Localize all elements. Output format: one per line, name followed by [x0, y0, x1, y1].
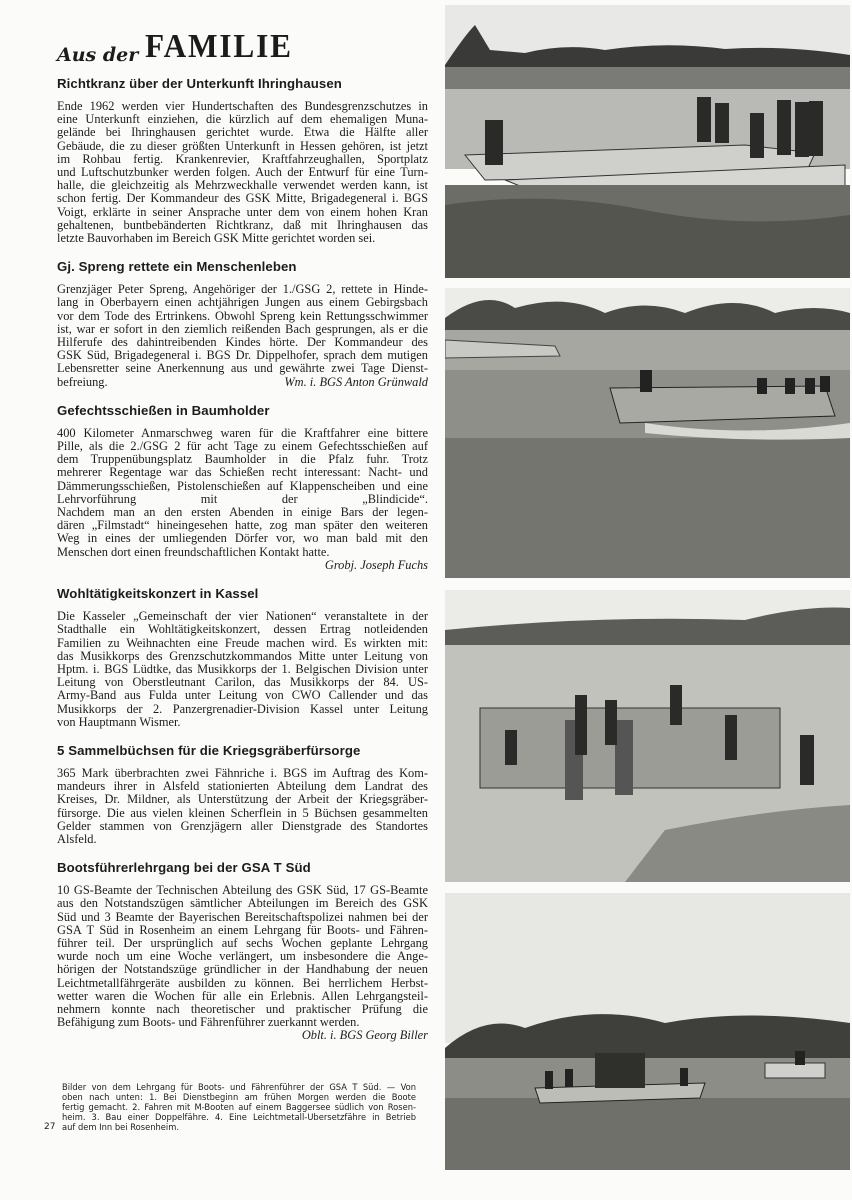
photo-motor-boats — [445, 288, 850, 578]
text-line: Voigt, erklärte in seiner Ansprache unter dem von einem hohen Kran — [57, 205, 428, 219]
text-line: 400 Kilometer Anmarschweg waren für die Kraftfahrer eine bittere — [57, 426, 428, 440]
article-body — [57, 610, 428, 729]
text-line: Weg in eines der umliegenden Dörfer vor, wo man bald mit den — [57, 532, 428, 546]
article-heading: Richtkranz über der Unterkunft Ihringhausen — [57, 76, 342, 91]
article-author: Grobj. Joseph Fuchs — [324, 557, 428, 572]
caption-line: Bilder von dem Lehrgang für Boots- und Fährenführer der GSA T Süd. — Von — [62, 1083, 417, 1093]
text-line: ist, war er sofort in den ziemlich reißenden Bach gesprungen, als er die — [57, 322, 428, 336]
text-line: schon fertig. Der Kommandeur des GSK Mitte, Brigadegeneral i. BGS — [57, 192, 428, 206]
text-line: Menschen dort einen freundschaftlichen Kontakt hatte. — [57, 545, 330, 559]
text-line: lang in Oberbayern einen achtjährigen Jungen aus einem Gebirgsbach — [57, 296, 428, 310]
text-line: gelände bei Ihringhausen gerichtet wurde. Etwa die Hälfte aller — [57, 126, 428, 140]
article — [57, 76, 428, 245]
text-column — [57, 30, 428, 1057]
text-line: Befähigung zum Boots- und Fährenführer zuerkannt werden. — [57, 1016, 360, 1030]
text-line: Grenzjäger Peter Spreng, Angehöriger der 1./GSG 2, rettete in Hinde- — [57, 283, 428, 297]
masthead-prefix: Aus der — [57, 44, 139, 66]
text-line: Die Kasseler „Gemeinschaft der vier Nationen“ veranstaltete in der — [57, 610, 428, 624]
last-line-with-author — [57, 376, 428, 389]
text-line: vor dem Tode des Ertrinkens. Obwohl Spreng kein Rettungsschwimmer — [57, 309, 428, 323]
photo-boats-at-shore — [445, 5, 850, 278]
article-body — [57, 283, 428, 389]
text-line: dem Truppenübungsplatz Baumholder in die Pfalz fuhr. Trotz — [57, 453, 428, 467]
text-line: Musikkorps der 2. Panzergrenadier-Division Kassel unter Leitung — [57, 702, 428, 716]
text-line: Gebäude, die zu dieser größten Unterkunft in Hessen gehören, ist jetzt — [57, 139, 428, 153]
text-line: nehmern konnte nach theoretischer und praktischer Prüfung die — [57, 1002, 428, 1016]
text-line: aus den Notstandszügen sämtlicher Abteilungen im Bereich des GSK — [57, 897, 428, 911]
text-line: Familien zu Weihnachten eine Freude machen wird. Es wirkten mit: — [57, 636, 428, 650]
page-number: 27 — [44, 1122, 56, 1132]
text-line: Nachdem man an den ersten Abenden in einige Bars der legen- — [57, 506, 428, 520]
text-line: Gelder stammen von Grenzjägern aller Dienstgrade des Standortes — [57, 819, 428, 833]
article-heading: Bootsführerlehrgang bei der GSA T Süd — [57, 860, 311, 876]
text-line: 365 Mark überbrachten zwei Fähnriche i. BGS im Auftrag des Kom- — [57, 766, 428, 780]
photo-ferry-inn — [445, 893, 850, 1170]
text-line: dären „Filmstadt“ hineingesehen hatte, zog man später den weiteren — [57, 519, 428, 533]
masthead-title: FAMILIE — [145, 28, 293, 65]
text-line: Ende 1962 werden vier Hundertschaften des Bundesgrenzschutzes in — [57, 100, 428, 113]
text-line: von Hauptmann Wismer. — [57, 715, 181, 729]
text-line: Pille, als die 2./GSG 2 für acht Tage zu einem Gefechtsschießen auf — [57, 440, 428, 454]
article-heading: Gefechtsschießen in Baumholder — [57, 402, 270, 418]
article-body — [57, 884, 428, 1042]
text-line: Kreises, Dr. Mildner, als Unterstützung der Arbeit der Kriegsgräber- — [57, 793, 428, 807]
text-line: Hilferufe des dahintreibenden Kindes hörte. Der Kommandeur des — [57, 336, 428, 350]
article-author: Oblt. i. BGS Georg Biller — [301, 1028, 428, 1043]
text-line: wetter waren die Wochen für alle ein Erlebnis. Allen Lehrgangsteil- — [57, 989, 428, 1003]
text-line: befreiung. — [57, 374, 108, 389]
text-line: das Musikkorps des Grenzschutzkommandos Mitte unter Leitung von — [57, 649, 428, 663]
article-body — [57, 427, 428, 572]
photo-caption — [62, 1083, 427, 1133]
article-body — [57, 100, 428, 245]
caption-line: heim. 3. Bau einer Doppelfähre. 4. Eine Leichtmetall-Übersetzfähre in Betrieb — [62, 1113, 417, 1123]
article-heading: Wohltätigkeitskonzert in Kassel — [57, 586, 259, 602]
text-line: wurde noch um eine Woche verlängert, um insbesondere die Ange- — [57, 950, 428, 964]
text-line: mandeurs ihrer in Alsfeld stationierten Abteilung dem Landrat des — [57, 780, 428, 794]
masthead — [57, 30, 428, 66]
text-line: Alsfeld. — [57, 832, 97, 846]
text-line: mehrerer Regentage war das Schießen recht interessant: Nacht- und — [57, 466, 428, 480]
text-line: Süd und 3 Beamte der Bayerischen Bereitschaftspolizei nahmen bei der — [57, 910, 428, 924]
text-line: Lebensretter seine Anerkennung aus und gewährte zwei Tage Dienst- — [57, 362, 428, 376]
text-line: 10 GS-Beamte der Technischen Abteilung des GSK Süd, 17 GS-Beamte — [57, 884, 428, 898]
text-line: gehaltenen, buntbebänderten Richtkranz, daß mit Ihringhausen das — [57, 218, 428, 232]
article — [57, 259, 428, 389]
photo-double-ferry — [445, 590, 850, 882]
text-line: fürsorge. Die aus vielen kleinen Scherflein in 5 Büchsen gesammelten — [57, 806, 428, 820]
caption-line: fertig gemacht. 2. Fahren mit M-Booten auf einem Baggersee südlich von Rosen- — [62, 1103, 417, 1113]
articles — [57, 76, 428, 1043]
article-body — [57, 767, 428, 846]
article — [57, 403, 428, 572]
article-heading: Gj. Spreng rettete ein Menschenleben — [57, 259, 297, 275]
text-line: Stadthalle ein Wohltätigkeitskonzert, dessen Ertrag notleidenden — [57, 623, 428, 637]
caption-line: auf dem Inn bei Rosenheim. — [62, 1123, 180, 1133]
article-heading: 5 Sammelbüchsen für die Kriegsgräberfürsorge — [57, 742, 361, 758]
article — [57, 743, 428, 846]
article-author: Wm. i. BGS Anton Grünwald — [284, 374, 428, 389]
text-line: Hptm. i. BGS Lüdtke, das Musikkorps der 1. Belgischen Division unter — [57, 662, 428, 676]
text-line: GSK Süd, Brigadegeneral i. BGS Dr. Dippelhofer, sprach dem mutigen — [57, 349, 428, 363]
text-line: führer teil. Der ursprünglich auf sechs Wochen geplante Lehrgang — [57, 936, 428, 950]
text-line: GSA T Süd in Rosenheim an einem Lehrgang für Boots- und Fähren- — [57, 923, 428, 937]
text-line: eine Unterkunft einziehen, die kürzlich auf dem ehemaligen Muna- — [57, 113, 428, 127]
text-line: und Luftschutzbunker werden folgen. Auch der Entwurf für eine Turn- — [57, 166, 428, 180]
caption-line: oben nach unten: 1. Bei Dienstbeginn am frühen Morgen werden die Boote — [62, 1093, 417, 1103]
text-line: halle, die gleichzeitig als Mehrzweckhalle verwendet werden kann, ist — [57, 179, 428, 193]
article — [57, 586, 428, 729]
text-line: hörigen der Notstandszüge gründlicher in der Handhabung der neuen — [57, 963, 428, 977]
text-line: Army-Band aus Fulda unter Leitung von CWO Callender und das — [57, 689, 428, 703]
text-line: letzte Bauvorhaben im Bereich GSK Mitte gerichtet worden sei. — [57, 232, 376, 246]
text-line: Leichtmetallfährgeräte ausbilden zu können. Bei herrlichem Herbst- — [57, 976, 428, 990]
text-line: Dämmerungsschießen, Pistolenschießen auf Klappenscheiben und eine — [57, 479, 428, 493]
article — [57, 860, 428, 1042]
text-line: Leitung von Oberstleutnant Carilon, das Musikkorps der 84. US- — [57, 676, 428, 690]
text-line: Lehrvorführung mit der „Blindicide“. — [57, 492, 428, 506]
text-line: im Rohbau fertig. Krankenrevier, Kraftfahrzeughallen, Sportplatz — [57, 152, 428, 166]
